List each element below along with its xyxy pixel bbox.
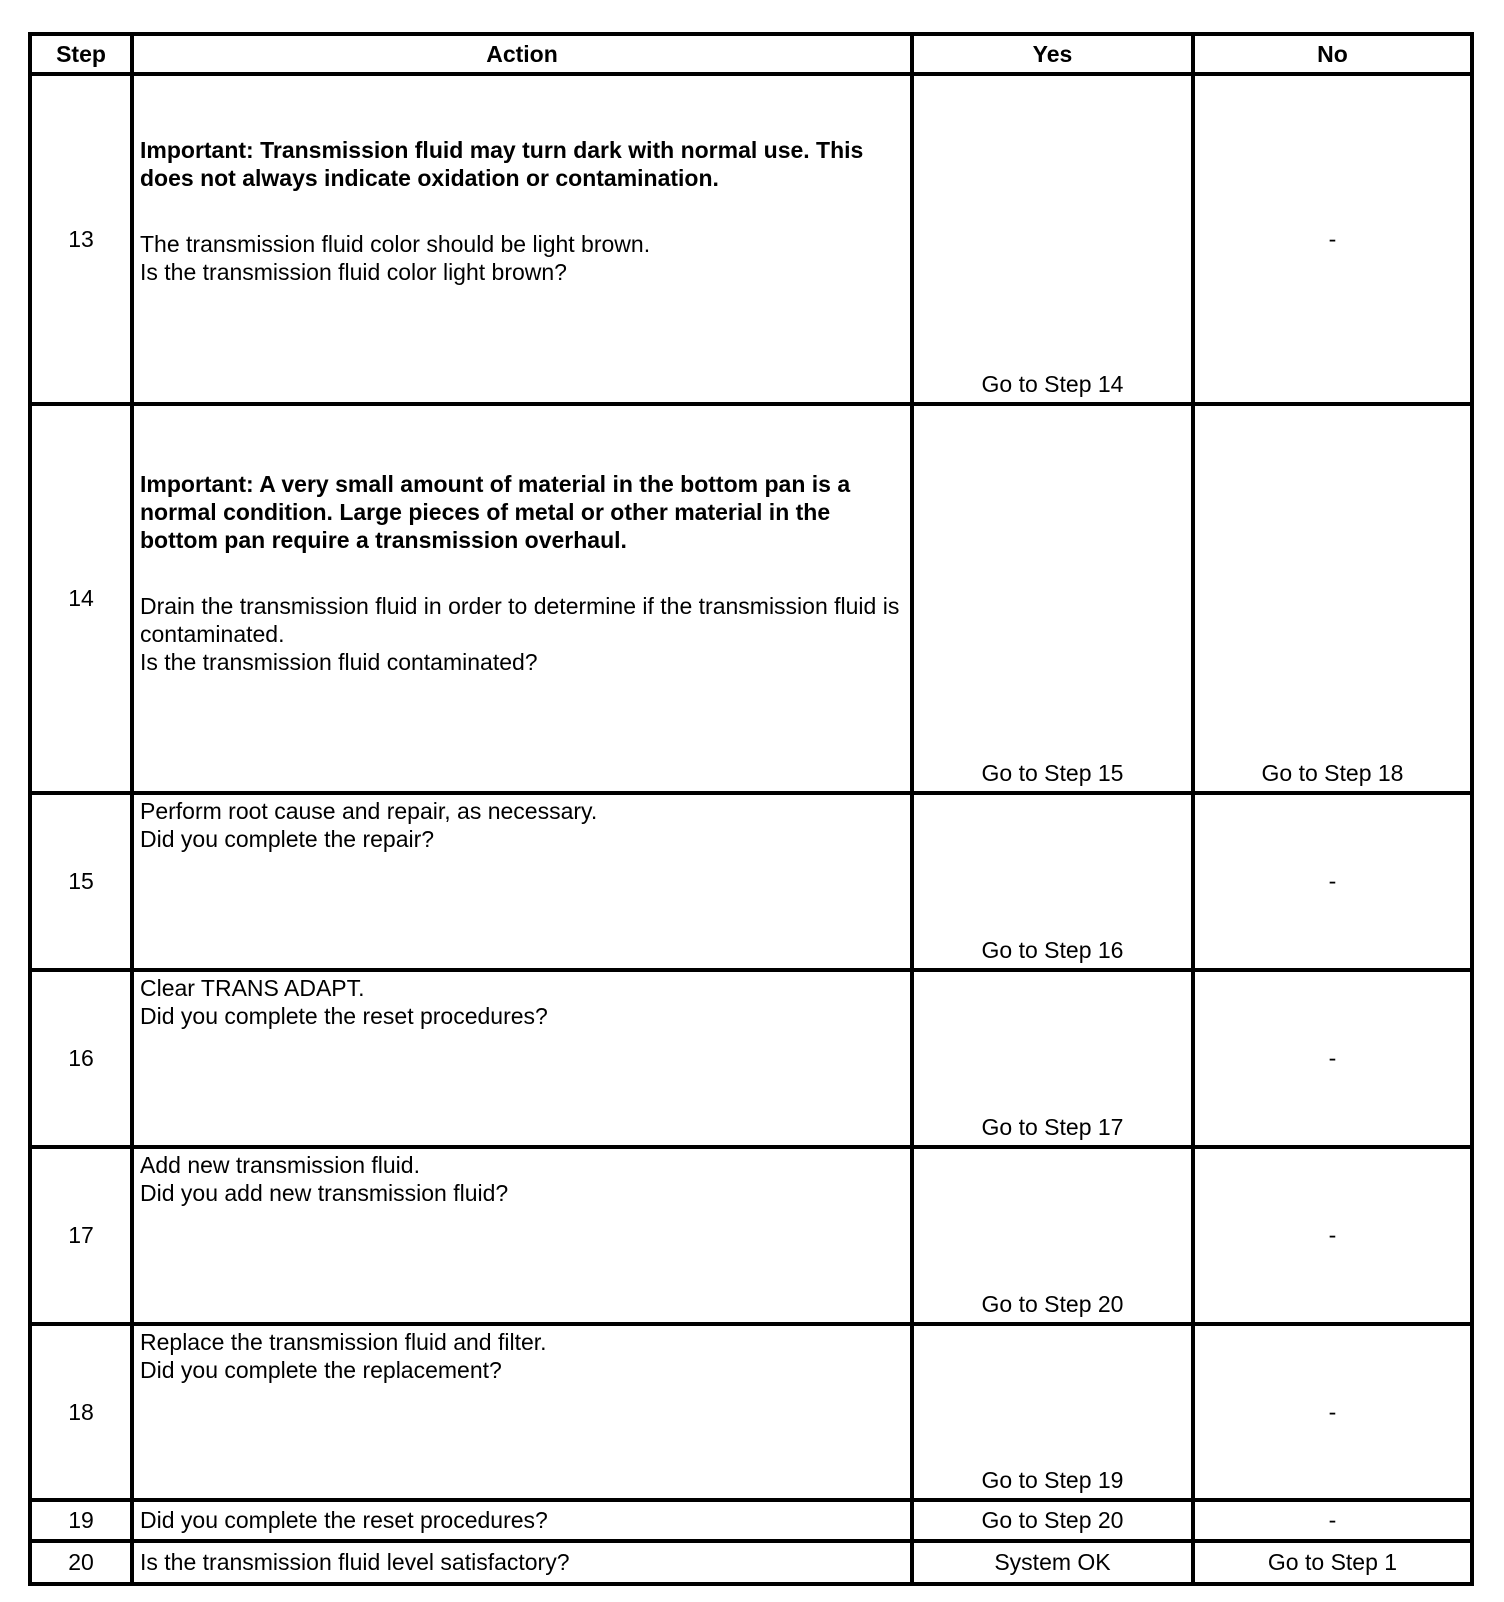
- question-text: Did you complete the reset procedures?: [140, 1003, 548, 1029]
- header-no: No: [1193, 34, 1472, 74]
- header-row: [30, 34, 1472, 74]
- step-cell: 16: [30, 970, 132, 1147]
- yes-cell: Go to Step 20: [912, 1147, 1193, 1324]
- no-cell: Go to Step 18: [1193, 404, 1472, 793]
- no-cell: -: [1193, 74, 1472, 404]
- question-text: Did you complete the replacement?: [140, 1357, 502, 1383]
- action-cell: [132, 970, 912, 1147]
- step-cell: 19: [30, 1500, 132, 1541]
- no-cell: -: [1193, 1500, 1472, 1541]
- table-row: [30, 793, 1472, 970]
- table-row: [30, 1541, 1472, 1584]
- action-cell: [132, 74, 912, 404]
- step-cell: 15: [30, 793, 132, 970]
- action-cell: [132, 1147, 912, 1324]
- question-text: Did you complete the repair?: [140, 826, 435, 852]
- table-row: [30, 1500, 1472, 1541]
- table-row: [30, 74, 1472, 404]
- important-note: Important: A very small amount of material in the bottom pan is a normal condition. Large pieces of metal or other material in the bottom pan require a transmission overhaul.: [140, 471, 851, 553]
- step-cell: 13: [30, 74, 132, 404]
- no-cell: -: [1193, 970, 1472, 1147]
- yes-cell: Go to Step 16: [912, 793, 1193, 970]
- yes-cell: System OK: [912, 1541, 1193, 1584]
- action-text: Drain the transmission fluid in order to determine if the transmission fluid is contaminated.: [140, 593, 900, 647]
- table-row: [30, 1147, 1472, 1324]
- no-cell: -: [1193, 793, 1472, 970]
- header-step: Step: [30, 34, 132, 74]
- header-yes: Yes: [912, 34, 1193, 74]
- yes-cell: Go to Step 20: [912, 1500, 1193, 1541]
- action-cell: [132, 404, 912, 793]
- action-text: Add new transmission fluid.: [140, 1152, 420, 1178]
- question-text: Is the transmission fluid contaminated?: [140, 649, 538, 675]
- yes-cell: Go to Step 15: [912, 404, 1193, 793]
- step-cell: 14: [30, 404, 132, 793]
- yes-cell: Go to Step 19: [912, 1324, 1193, 1500]
- no-cell: Go to Step 1: [1193, 1541, 1472, 1584]
- yes-cell: Go to Step 14: [912, 74, 1193, 404]
- table-row: [30, 404, 1472, 793]
- action-cell: [132, 1324, 912, 1500]
- step-cell: 20: [30, 1541, 132, 1584]
- no-cell: -: [1193, 1147, 1472, 1324]
- step-cell: 17: [30, 1147, 132, 1324]
- table-row: [30, 970, 1472, 1147]
- yes-cell: Go to Step 17: [912, 970, 1193, 1147]
- important-note: Important: Transmission fluid may turn dark with normal use. This does not always indicate oxidation or contamination.: [140, 137, 864, 191]
- action-text: The transmission fluid color should be light brown.: [140, 231, 651, 257]
- header-action: Action: [132, 34, 912, 74]
- table-row: [30, 1324, 1472, 1500]
- step-cell: 18: [30, 1324, 132, 1500]
- action-text: Replace the transmission fluid and filter.: [140, 1329, 547, 1355]
- question-text: Is the transmission fluid level satisfactory?: [132, 1541, 912, 1584]
- action-text: Perform root cause and repair, as necessary.: [140, 798, 598, 824]
- diagnostic-table: [28, 32, 1474, 1586]
- action-cell: [132, 793, 912, 970]
- question-text: Did you complete the reset procedures?: [132, 1500, 912, 1541]
- question-text: Did you add new transmission fluid?: [140, 1180, 509, 1206]
- action-text: Clear TRANS ADAPT.: [140, 975, 365, 1001]
- no-cell: -: [1193, 1324, 1472, 1500]
- question-text: Is the transmission fluid color light brown?: [140, 259, 567, 285]
